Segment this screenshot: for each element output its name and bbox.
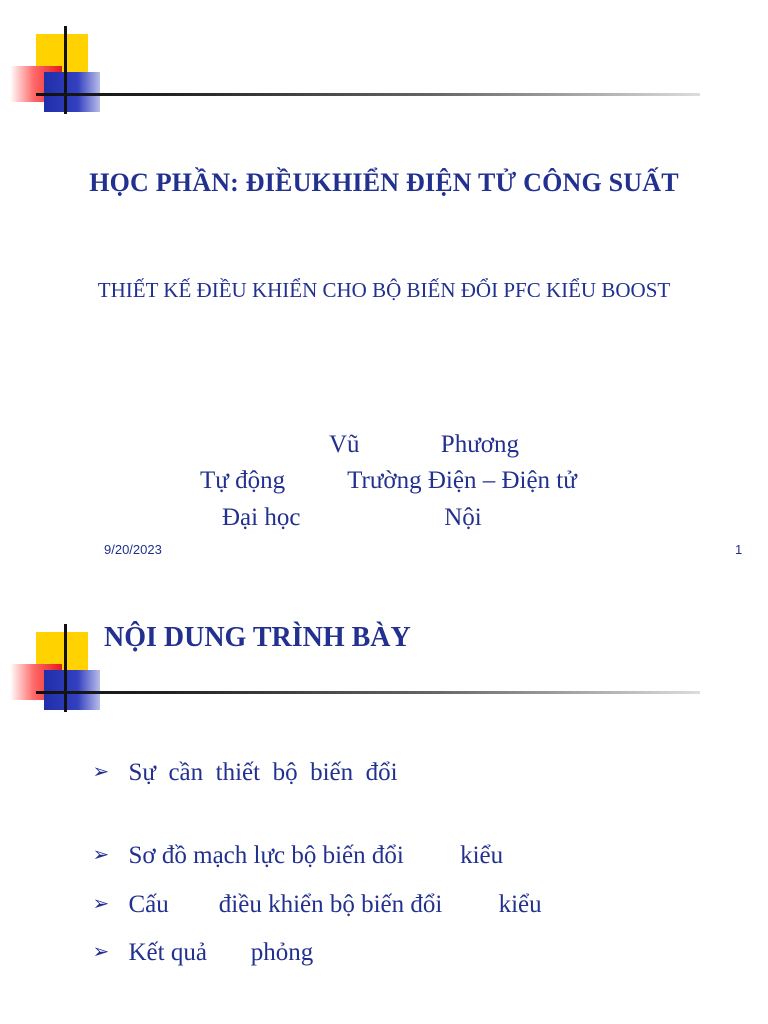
author-university: Đại học Nội — [222, 504, 482, 531]
header-rule — [36, 691, 700, 694]
arrow-bullet-icon: ➢ — [92, 891, 110, 915]
project-subtitle: THIẾT KẾ ĐIỀU KHIỂN CHO BỘ BIẾN ĐỔI PFC KIỂU BOOST — [97, 278, 671, 302]
vertical-rule — [64, 26, 67, 114]
list-item-text: Sơ đồ mạch lực bộ biến đổi kiểu — [128, 842, 504, 869]
blue-square-decoration — [44, 670, 100, 710]
header-rule — [36, 93, 700, 96]
list-item — [80, 814, 503, 870]
arrow-bullet-icon: ➢ — [92, 842, 110, 866]
vertical-rule — [64, 624, 67, 712]
logo-decoration — [0, 598, 768, 718]
arrow-bullet-icon: ➢ — [92, 759, 110, 783]
arrow-bullet-icon: ➢ — [92, 939, 110, 963]
author-name: Vũ Phương — [329, 431, 519, 458]
course-title: HỌC PHẦN: ĐIỀUKHIỂN ĐIỆN TỬ CÔNG SUẤT — [89, 168, 679, 197]
blue-square-decoration — [44, 72, 100, 112]
list-item-text: Cấu điều khiển bộ biến đổi kiểu — [128, 891, 542, 918]
list-item-text: Sự cần thiết bộ biến đổi — [128, 759, 398, 786]
slide-number: 1 — [735, 542, 743, 557]
slide-2-title: NỘI DUNG TRÌNH BÀY — [104, 622, 411, 653]
list-item-text: Kết quả phỏng — [128, 939, 314, 966]
author-department: Tự động Trường Điện – Điện tử — [200, 467, 577, 494]
list-item — [80, 731, 398, 787]
list-item — [80, 911, 313, 967]
slide-date: 9/20/2023 — [104, 542, 162, 557]
logo-decoration — [0, 0, 768, 120]
